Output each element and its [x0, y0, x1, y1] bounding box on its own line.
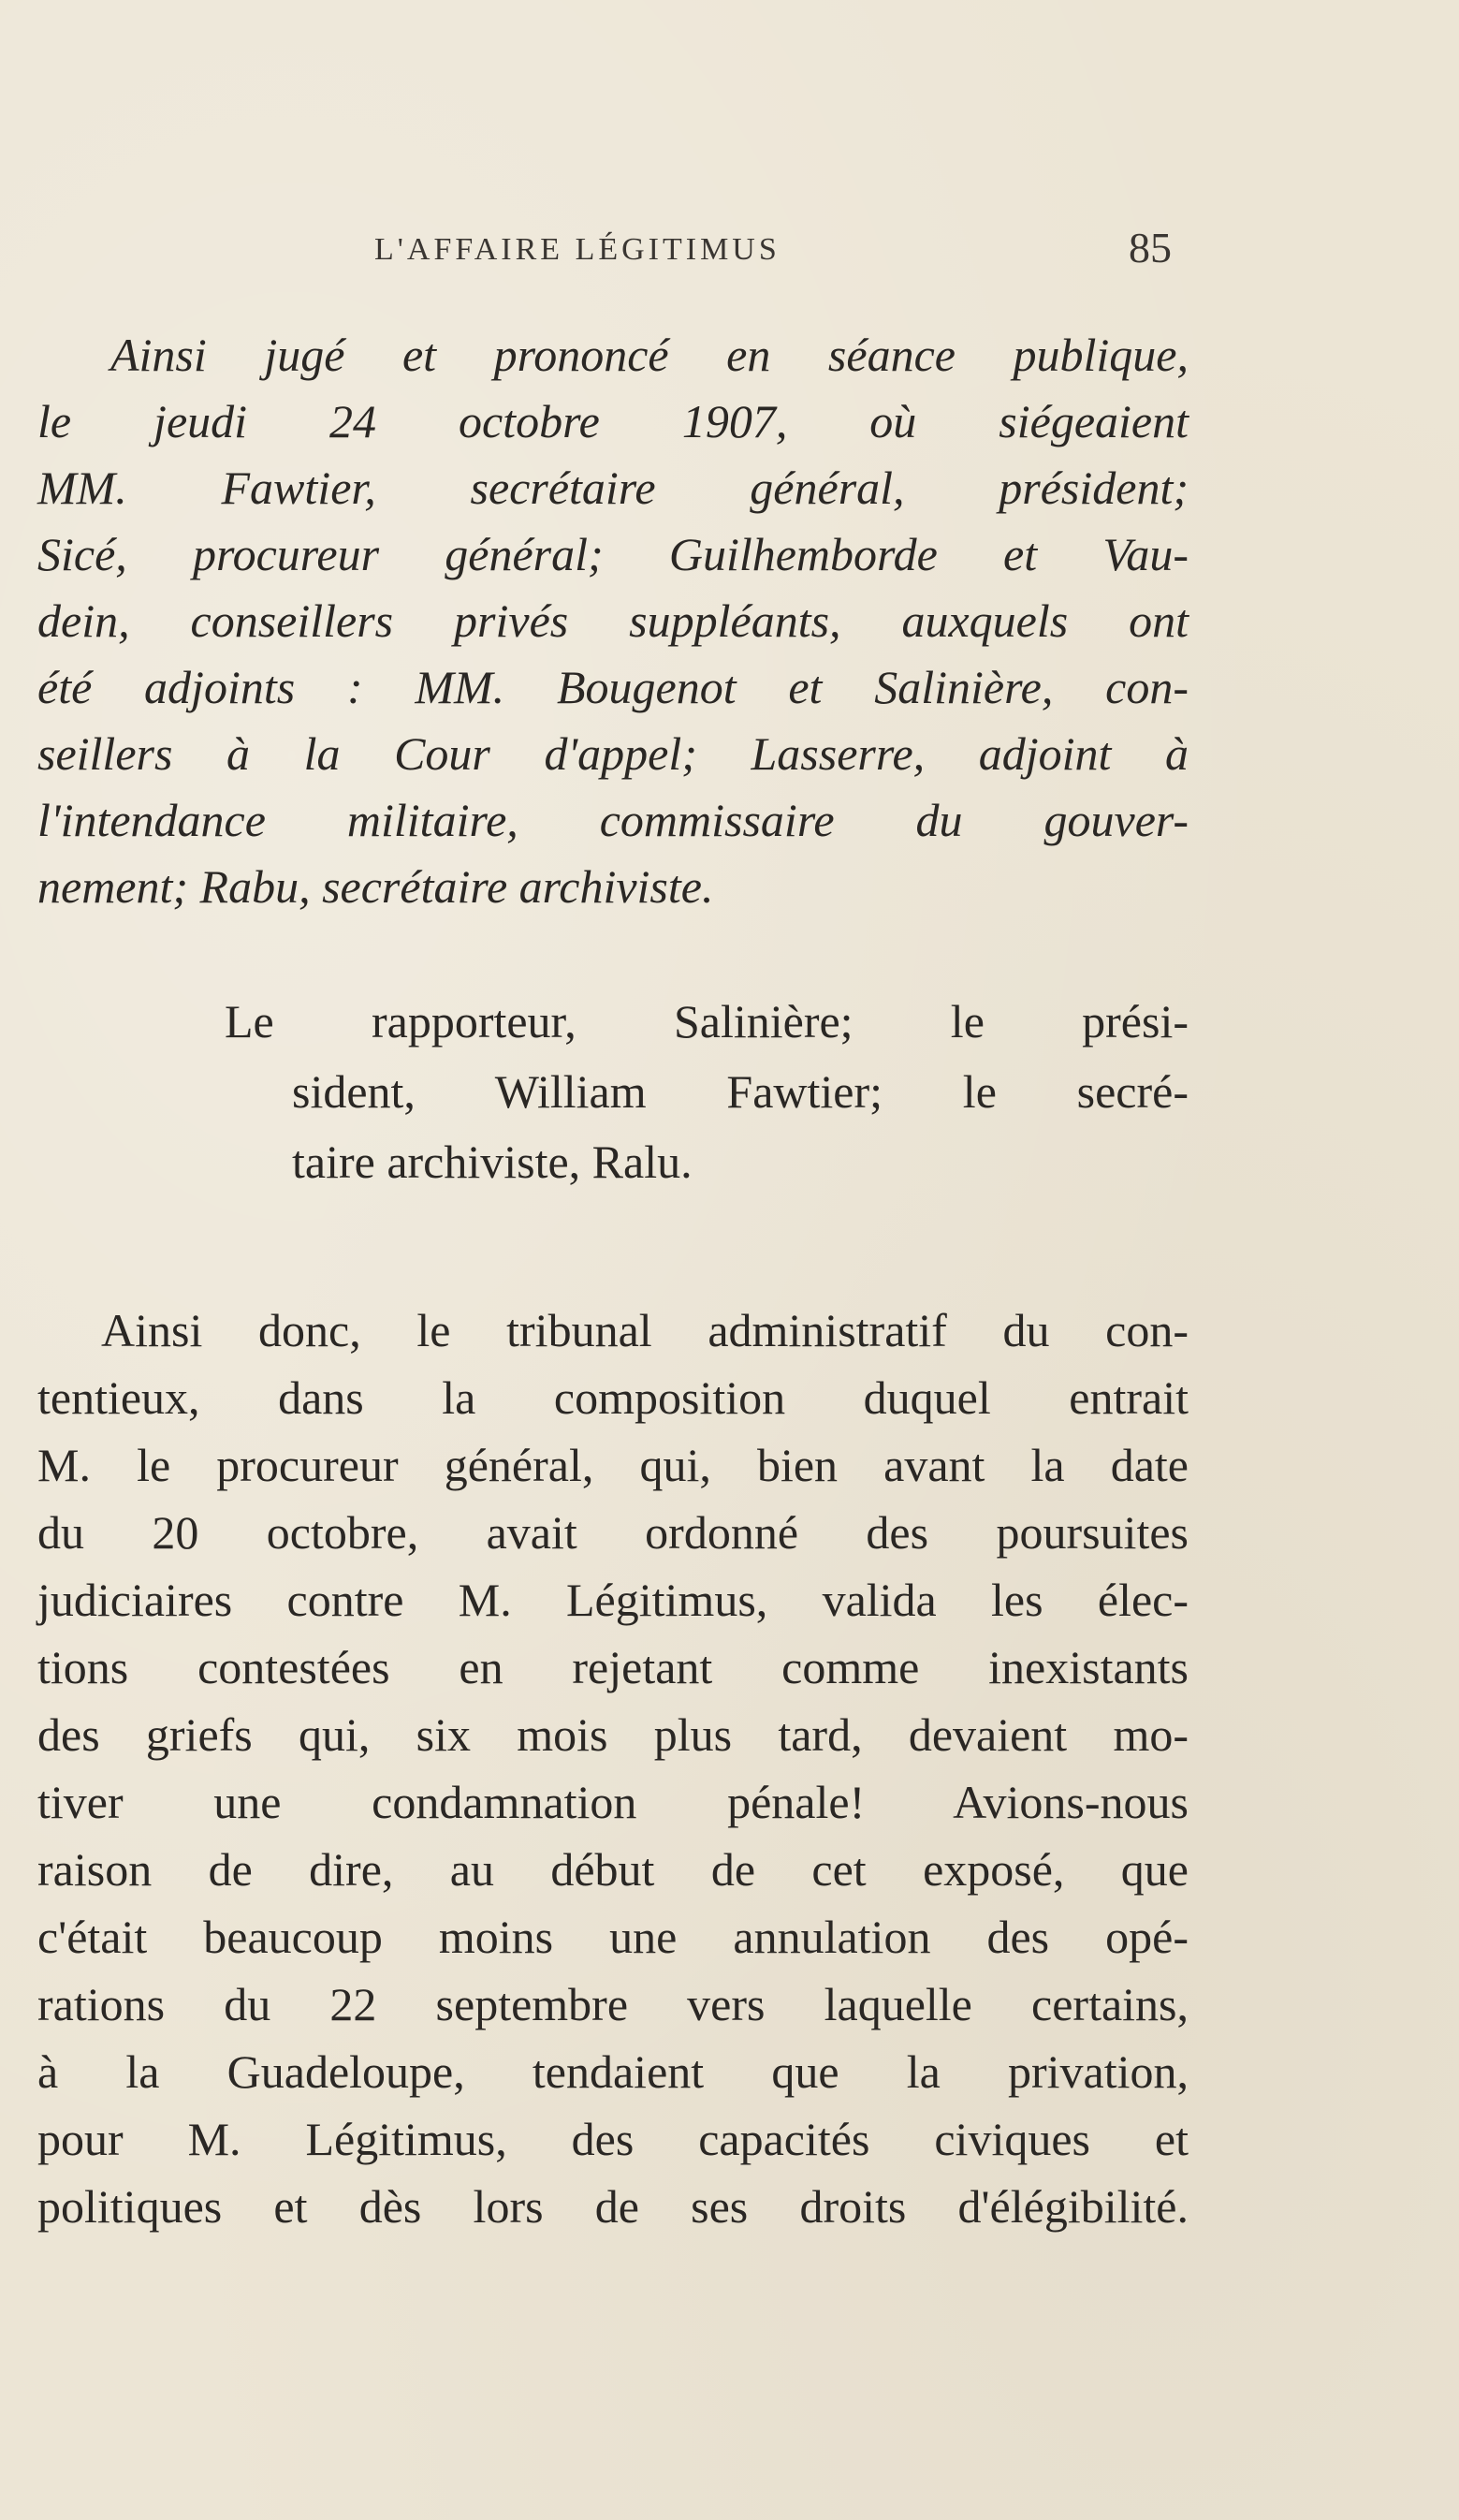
- page-number: 85: [1129, 224, 1172, 271]
- running-title: L'AFFAIRE LÉGITIMUS: [374, 232, 781, 267]
- commentary-line: M. le procureur général, qui, bien avant la date: [37, 1439, 1189, 1491]
- commentary-line: des griefs qui, six mois plus tard, devaient mo-: [37, 1708, 1189, 1761]
- signature-line: taire archiviste, Ralu.: [292, 1135, 693, 1188]
- judgment-line: Ainsi jugé et prononcé en séance publique,: [110, 329, 1189, 381]
- judgment-line: nement; Rabu, secrétaire archiviste.: [37, 860, 714, 913]
- judgment-line: seillers à la Cour d'appel; Lasserre, adjoint à: [37, 727, 1189, 780]
- judgment-line: dein, conseillers privés suppléants, auxquels ont: [37, 594, 1189, 647]
- commentary-line: judiciaires contre M. Légitimus, valida les élec-: [37, 1574, 1189, 1626]
- commentary-line: Ainsi donc, le tribunal administratif du con-: [101, 1304, 1189, 1356]
- judgment-line: MM. Fawtier, secrétaire général, président;: [37, 462, 1189, 514]
- commentary-line: c'était beaucoup moins une annulation des opé-: [37, 1911, 1189, 1963]
- commentary-line: à la Guadeloupe, tendaient que la privation,: [37, 2045, 1189, 2098]
- judgment-line: Sicé, procureur général; Guilhemborde et Vau-: [37, 528, 1189, 580]
- commentary-paragraph: [37, 1303, 1189, 2258]
- judgment-line: l'intendance militaire, commissaire du gouver-: [37, 794, 1189, 846]
- judgment-line: le jeudi 24 octobre 1907, où siégeaient: [37, 395, 1189, 447]
- commentary-line: raison de dire, au début de cet exposé, que: [37, 1843, 1189, 1896]
- judgment-paragraph: [37, 328, 1189, 945]
- commentary-line: rations du 22 septembre vers laquelle certains,: [37, 1978, 1189, 2030]
- signature-line: Le rapporteur, Salinière; le prési-: [225, 995, 1189, 1048]
- commentary-line: politiques et dès lors de ses droits d'élégibilité.: [37, 2180, 1189, 2233]
- commentary-line: du 20 octobre, avait ordonné des poursuites: [37, 1506, 1189, 1559]
- signature-block: [225, 994, 1189, 1209]
- commentary-line: pour M. Légitimus, des capacités civiques et: [37, 2113, 1189, 2165]
- commentary-line: tiver une condamnation pénale! Avions-nous: [37, 1776, 1189, 1828]
- judgment-line: été adjoints : MM. Bougenot et Salinière, con-: [37, 661, 1189, 713]
- commentary-line: tentieux, dans la composition duquel entrait: [37, 1371, 1189, 1424]
- commentary-line: tions contestées en rejetant comme inexistants: [37, 1641, 1189, 1693]
- signature-line: sident, William Fawtier; le secré-: [292, 1065, 1189, 1118]
